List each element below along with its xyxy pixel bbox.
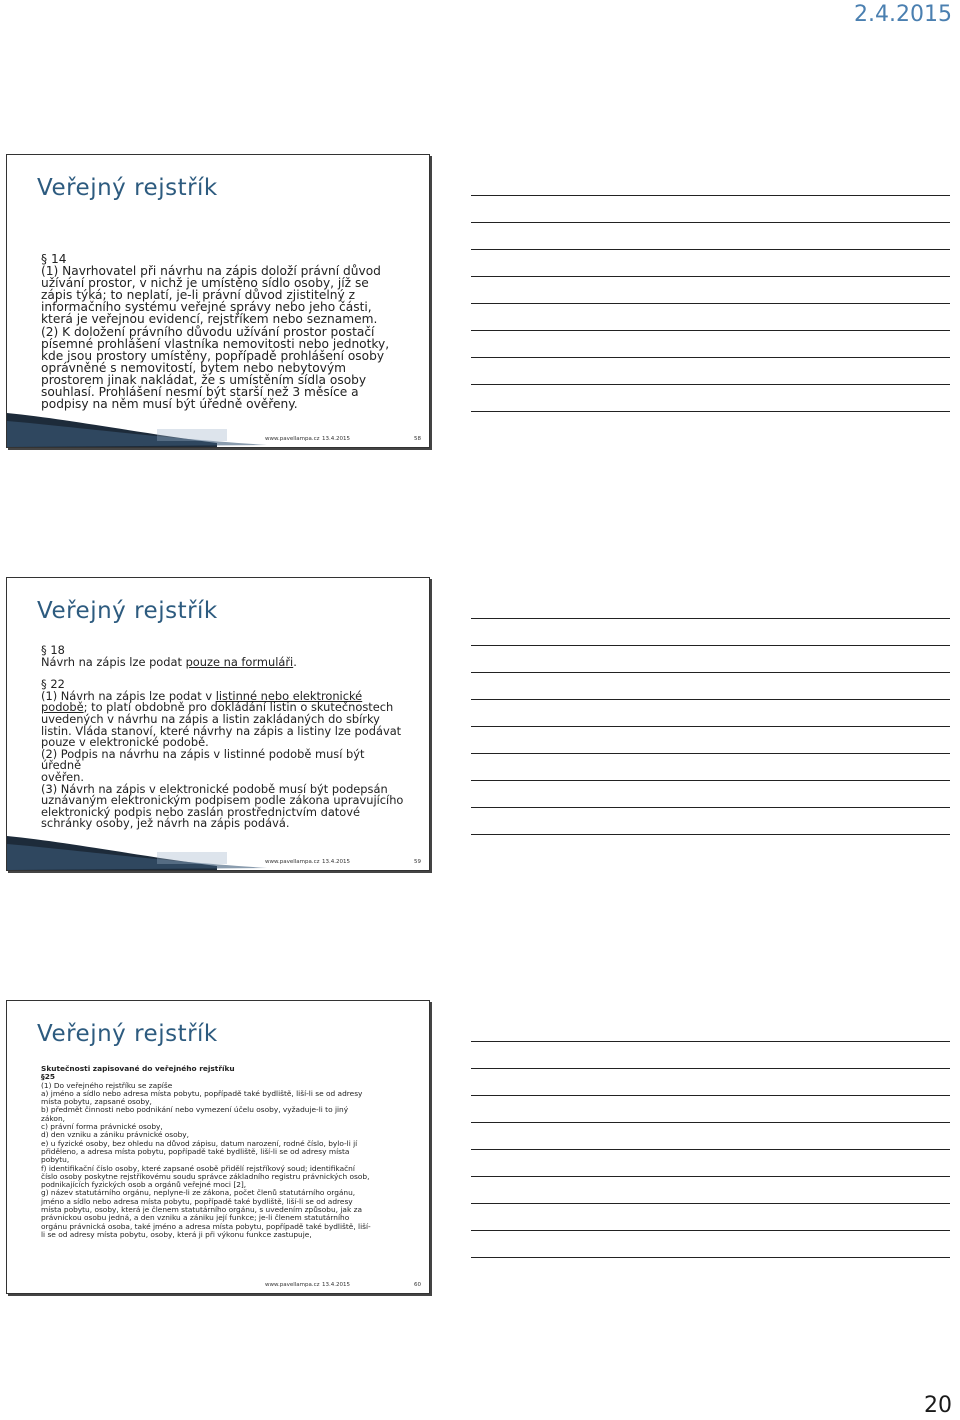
slide-number: 58 xyxy=(414,436,421,442)
paragraph-line: § 14 xyxy=(41,252,67,266)
slide-body xyxy=(41,645,407,830)
slide-body xyxy=(41,1065,407,1239)
note-line xyxy=(471,276,950,277)
section-heading: Skutečnosti zapisované do veřejného rejstříku xyxy=(41,1064,235,1073)
paragraph-line: uvedených v návrhu na zápis a listin zakládaných do sbírky xyxy=(41,711,380,726)
note-line xyxy=(471,780,950,781)
footer-site: www.pavellampa.cz xyxy=(265,436,320,442)
note-lines-59 xyxy=(471,618,950,861)
slide-59 xyxy=(6,577,430,871)
slide-body xyxy=(41,253,407,410)
paragraph-line: podobě; to platí obdobně pro dokládání listin o skutečnostech xyxy=(41,700,394,715)
slide-60 xyxy=(6,1000,430,1294)
slide-58 xyxy=(6,154,430,448)
note-lines-60 xyxy=(471,1041,950,1284)
paragraph-line: prostorem jinak nakládat, že s umístěním sídla osoby xyxy=(41,372,367,387)
paragraph-line: užívání prostor, v nichž je umístěno sídlo osoby, jíž se xyxy=(41,276,369,291)
slide-title: Veřejný rejstřík xyxy=(37,598,218,624)
section-sign: §25 xyxy=(41,1072,55,1082)
paragraph-line: zápis týká; to neplatí, je-li právní důvod zjistitelný z xyxy=(41,288,355,303)
paragraph-line: právnickou osobu jedná, a den vzniku a zániku její funkce; je-li členem statutárního xyxy=(41,1213,350,1223)
note-line xyxy=(471,411,950,412)
page-number: 20 xyxy=(924,1393,952,1418)
note-line xyxy=(471,303,950,304)
footer-wave-decoration xyxy=(7,399,429,447)
note-line xyxy=(471,1095,950,1096)
paragraph-line: přiděleno, a adresa místa pobytu, popřípadě také bydliště, liší-li se od adresy místa xyxy=(41,1146,350,1156)
paragraph-line: schránky osoby, jež návrh na zápis podává. xyxy=(41,816,290,831)
note-line xyxy=(471,384,950,385)
footer-date: 13.4.2015 xyxy=(322,1282,350,1288)
note-line xyxy=(471,249,950,250)
slide-number: 59 xyxy=(414,859,421,865)
note-line xyxy=(471,672,950,673)
footer-site: www.pavellampa.cz xyxy=(265,859,320,865)
note-lines-58 xyxy=(471,195,950,438)
note-line xyxy=(471,807,950,808)
paragraph-line: orgánu právnická osoba, také jméno a adresa místa pobytu, popřípadě také bydliště, liší- xyxy=(41,1221,371,1231)
paragraph-line: (2) K doložení právního důvodu užívání prostor postačí xyxy=(41,324,375,339)
note-line xyxy=(471,726,950,727)
paragraph-line: číslo osoby poskytne rejstříkovému soudu správce základního registru právnických osob, xyxy=(41,1171,370,1181)
paragraph-line: (3) Návrh na zápis v elektronické podobě musí být podepsán xyxy=(41,781,388,796)
paragraph-line: f) identifikační číslo osoby, které zapsané osobě přidělí rejstříkový soud; identifikační xyxy=(41,1163,355,1173)
paragraph-line: (1) Navrhovatel při návrhu na zápis doloží právní důvod xyxy=(41,264,381,279)
paragraph-line: pouze v elektronické podobě. xyxy=(41,735,209,750)
paragraph-line: ověřen. xyxy=(41,769,84,784)
note-line xyxy=(471,645,950,646)
paragraph-line: (1) Návrh na zápis lze podat v listinné nebo elektronické xyxy=(41,688,363,703)
paragraph-line: c) právní forma právnické osoby, xyxy=(41,1122,163,1132)
slide-title: Veřejný rejstřík xyxy=(37,175,218,201)
paragraph-line: d) den vzniku a zániku právnické osoby, xyxy=(41,1130,190,1140)
section-sign: § 22 xyxy=(41,677,65,692)
paragraph-line: místa pobytu, zapsané osoby, xyxy=(41,1097,152,1107)
footer-date: 13.4.2015 xyxy=(322,859,350,865)
paragraph-line: zákon, xyxy=(41,1113,65,1123)
note-line xyxy=(471,1176,950,1177)
note-line xyxy=(471,222,950,223)
footer-wave-decoration xyxy=(7,822,429,870)
note-line xyxy=(471,753,950,754)
paragraph-line: která je veřejnou evidencí, rejstříkem nebo seznamem. xyxy=(41,312,378,327)
paragraph-line: (2) Podpis na návrhu na zápis v listinné podobě musí být úředně xyxy=(41,746,365,773)
note-line xyxy=(471,1257,950,1258)
paragraph-line: (1) Do veřejného rejstříku se zapíše xyxy=(41,1080,173,1090)
paragraph-line: souhlasí. Prohlášení nesmí být starší než 3 měsíce a xyxy=(41,385,359,400)
note-line xyxy=(471,699,950,700)
paragraph-line: Návrh na zápis lze podat pouze na formuláři. xyxy=(41,654,297,669)
paragraph-line: listin. Vláda stanoví, které návrhy na zápis a listiny lze podávat xyxy=(41,723,402,738)
slide-title: Veřejný rejstřík xyxy=(37,1021,218,1047)
section-sign: § 18 xyxy=(41,643,65,657)
paragraph-line: kde jsou prostory umístěny, popřípadě prohlášení osoby xyxy=(41,348,385,363)
paragraph-line: místa pobytu, osoby, která je členem statutárního orgánu, s uvedením způsobu, jak za xyxy=(41,1205,362,1215)
paragraph-line: e) u fyzické osoby, bez ohledu na důvod zápisu, datum narození, rodné číslo, bylo-li jí xyxy=(41,1138,358,1148)
paragraph-line: elektronický podpis nebo zaslán prostřednictvím datové xyxy=(41,804,360,819)
paragraph-line: pobytu, xyxy=(41,1155,70,1165)
note-line xyxy=(471,357,950,358)
paragraph-line: g) název statutárního orgánu, neplyne-li ze zákona, počet členů statutárního orgánu, xyxy=(41,1188,356,1198)
note-line xyxy=(471,1203,950,1204)
paragraph-line: jméno a sídlo nebo adresa místa pobytu, popřípadě také bydliště, liší-li se od adresy xyxy=(41,1196,353,1206)
note-line xyxy=(471,1041,950,1042)
page-date: 2.4.2015 xyxy=(854,2,952,27)
paragraph-line: oprávněné s nemovitostí, bytem nebo nebytovým xyxy=(41,360,347,375)
note-line xyxy=(471,330,950,331)
note-line xyxy=(471,1122,950,1123)
paragraph-line: li se od adresy místa pobytu, osoby, která ji při výkonu funkce zastupuje, xyxy=(41,1229,312,1239)
paragraph-line: a) jméno a sídlo nebo adresa místa pobytu, popřípadě také bydliště, liší-li se od adresy xyxy=(41,1088,363,1098)
paragraph-line: podnikajících fyzických osob a orgánů veřejné moci [2], xyxy=(41,1180,247,1190)
footer-site: www.pavellampa.cz xyxy=(265,1282,320,1288)
note-line xyxy=(471,195,950,196)
slide-number: 60 xyxy=(414,1282,421,1288)
footer-date: 13.4.2015 xyxy=(322,436,350,442)
note-line xyxy=(471,1149,950,1150)
paragraph-line: b) předmět činnosti nebo podnikání nebo vymezení účelu osoby, vyžaduje-li to jiný xyxy=(41,1105,349,1115)
paragraph-line: písemné prohlášení vlastníka nemovitosti nebo jednotky, xyxy=(41,336,390,351)
note-line xyxy=(471,834,950,835)
paragraph-line: informačního systému veřejné správy nebo jeho části, xyxy=(41,300,372,315)
paragraph-line: uznávaným elektronickým podpisem podle zákona upravujícího xyxy=(41,793,404,808)
note-line xyxy=(471,618,950,619)
paragraph-line: podpisy na něm musí být úředně ověřeny. xyxy=(41,397,298,412)
note-line xyxy=(471,1068,950,1069)
note-line xyxy=(471,1230,950,1231)
